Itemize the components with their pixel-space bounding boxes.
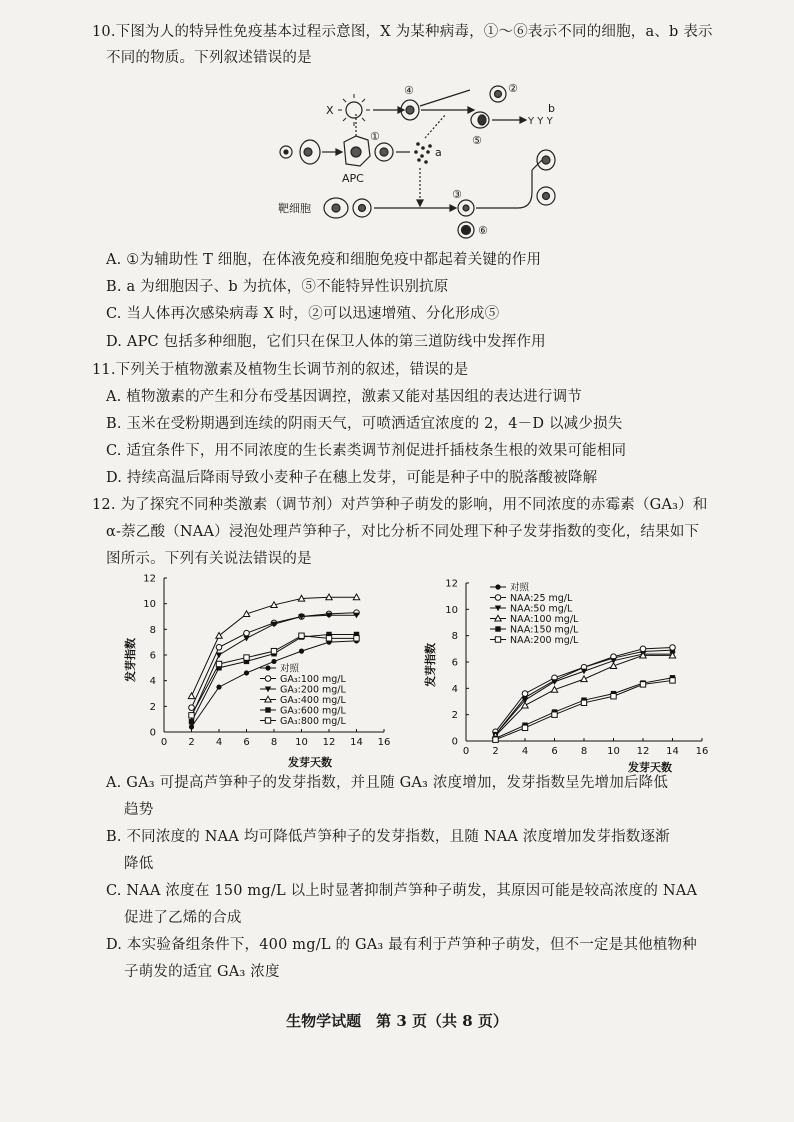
data-point — [522, 725, 527, 730]
q10-option-c: C. 当人体再次感染病毒 X 时，②可以迅速增殖、分化形成⑤ — [106, 306, 500, 322]
x-tick-label: 12 — [636, 746, 650, 757]
q11-stem: 11.下列关于植物激素及植物生长调节剂的叙述，错误的是 — [92, 362, 469, 378]
chart-naa — [420, 575, 720, 775]
legend-label: GA₃:800 mg/L — [280, 716, 346, 727]
label-b: b — [548, 102, 555, 115]
legend-marker — [265, 718, 270, 723]
x-tick-label: 0 — [160, 737, 168, 748]
x-tick-label: 16 — [695, 746, 709, 757]
data-point — [189, 724, 194, 729]
q12-option-c-line-2: 促进了乙烯的合成 — [124, 910, 242, 926]
y-tick-label: 0 — [149, 727, 156, 739]
data-point — [244, 630, 250, 636]
legend-label: NAA:200 mg/L — [510, 635, 579, 646]
y-tick-label: 4 — [451, 683, 458, 695]
x-tick-label: 10 — [295, 737, 308, 748]
x-tick-label: 12 — [322, 737, 336, 748]
label-apc: APC — [342, 172, 364, 185]
q10-option-a: A. ①为辅助性 T 细胞，在体液免疫和细胞免疫中都起着关键的作用 — [106, 252, 542, 268]
legend-marker — [495, 584, 500, 589]
data-point — [189, 705, 195, 711]
data-point — [216, 661, 221, 666]
q12-stem-line-1: 12. 为了探究不同种类激素（调节剂）对芦笋种子萌发的影响，用不同浓度的赤霉素（GA₃）和 — [92, 497, 708, 513]
series-line — [496, 648, 673, 732]
x-tick-label: 0 — [462, 746, 470, 757]
x-tick-label: 6 — [243, 737, 250, 748]
data-point — [189, 713, 194, 718]
legend-marker — [495, 637, 500, 642]
q12-option-b-line-2: 降低 — [124, 856, 154, 872]
label-cell-2: ② — [508, 82, 518, 95]
data-point — [243, 636, 249, 642]
legend-label: NAA:50 mg/L — [510, 603, 573, 615]
legend-label: NAA:150 mg/L — [510, 624, 579, 636]
data-point — [522, 691, 528, 697]
y-tick-label: 12 — [143, 573, 156, 585]
data-point — [611, 694, 616, 699]
y-tick-label: 4 — [149, 676, 156, 688]
data-point — [216, 684, 221, 689]
x-tick-label: 8 — [270, 737, 278, 748]
data-point — [188, 693, 194, 699]
y-axis-label: 发芽指数 — [124, 638, 137, 682]
label-cell-4: ④ — [404, 84, 414, 97]
data-point — [326, 636, 331, 641]
legend-label: 对照 — [280, 663, 300, 675]
label-cell-5: ⑤ — [472, 134, 482, 147]
y-tick-label: 6 — [451, 657, 458, 669]
q10-stem-line-2: 不同的物质。下列叙述错误的是 — [106, 50, 312, 66]
legend-label: NAA:100 mg/L — [510, 614, 579, 625]
x-axis-label: 发芽天数 — [288, 756, 332, 769]
q12-option-d-line-1: D. 本实验备组条件下，400 mg/L 的 GA₃ 最有利于芦笋种子萌发，但不一定是其他植物种 — [106, 937, 697, 953]
x-tick-label: 2 — [492, 746, 499, 757]
y-tick-label: 2 — [149, 701, 156, 713]
q11-option-d: D. 持续高温后降雨导致小麦种子在穗上发芽，可能是种子中的脱落酸被降解 — [106, 470, 598, 486]
legend-marker — [265, 676, 271, 682]
q10-stem-line-1: 10.下图为人的特异性免疫基本过程示意图，X 为某种病毒，①～⑥表示不同的细胞，a、b 表示 — [92, 24, 713, 40]
data-point — [581, 700, 586, 705]
label-cell-3: ③ — [452, 188, 462, 201]
q12-option-d-line-2: 子萌发的适宜 GA₃ 浓度 — [124, 964, 280, 980]
label-target-cell: 靶细胞 — [278, 202, 311, 215]
data-point — [216, 652, 222, 658]
legend-marker — [495, 626, 500, 631]
data-point — [189, 719, 194, 724]
legend-label: GA₃:200 mg/L — [280, 684, 346, 696]
legend-label: 对照 — [510, 582, 530, 594]
data-point — [216, 645, 222, 651]
x-tick-label: 4 — [521, 746, 529, 757]
q12-option-a-line-1: A. GA₃ 可提高芦笋种子的发芽指数，并且随 GA₃ 浓度增加，发芽指数呈先增加后降低 — [106, 775, 669, 791]
legend-label: GA₃:600 mg/L — [280, 705, 346, 717]
y-tick-label: 10 — [445, 604, 458, 616]
x-tick-label: 2 — [188, 737, 195, 748]
data-point — [670, 645, 676, 651]
label-a: a — [435, 146, 442, 159]
legend-marker — [495, 595, 501, 601]
data-point — [271, 659, 276, 664]
data-point — [271, 648, 276, 653]
q12-stem-line-3: 图所示。下列有关说法错误的是 — [106, 551, 312, 567]
y-tick-label: 10 — [143, 599, 156, 611]
q11-option-a: A. 植物激素的产生和分布受基因调控，激素又能对基因组的表达进行调节 — [106, 389, 582, 405]
legend-marker — [265, 665, 270, 670]
q12-option-a-line-2: 趋势 — [124, 802, 154, 818]
data-point — [640, 646, 646, 652]
legend-label: GA₃:100 mg/L — [280, 674, 346, 685]
data-point — [299, 649, 304, 654]
q12-option-c-line-1: C. NAA 浓度在 150 mg/L 以上时显著抑制芦笋种子萌发，其原因可能是较高浓度的 NAA — [106, 883, 698, 899]
x-tick-label: 16 — [377, 737, 391, 748]
data-point — [244, 655, 249, 660]
x-tick-label: 6 — [551, 746, 558, 757]
legend-marker — [265, 707, 270, 712]
y-axis-label: 发芽指数 — [424, 643, 437, 687]
page-footer: 生物学试题 第 3 页（共 8 页） — [286, 1012, 508, 1030]
y-tick-label: 0 — [451, 736, 458, 748]
y-tick-label: 12 — [445, 578, 458, 590]
x-tick-label: 10 — [607, 746, 620, 757]
data-point — [493, 737, 498, 742]
cytokine-a-dots — [414, 142, 432, 164]
legend-label: GA₃:400 mg/L — [280, 695, 346, 706]
q12-stem-line-2: α-萘乙酸（NAA）浸泡处理芦笋种子，对比分析不同处理下种子发芽指数的变化，结果如下 — [106, 524, 700, 540]
data-point — [581, 676, 587, 682]
svg-text:Y Y Y: Y Y Y — [528, 116, 553, 127]
x-tick-label: 8 — [580, 746, 588, 757]
data-point — [640, 682, 645, 687]
y-tick-label: 6 — [149, 650, 156, 662]
x-tick-label: 14 — [350, 737, 363, 748]
label-cell-6: ⑥ — [478, 224, 488, 237]
label-cell-1: ① — [370, 130, 380, 143]
q11-option-b: B. 玉米在受粉期遇到连续的阴雨天气，可喷洒适宜浓度的 2，4－D 以减少损失 — [106, 416, 623, 432]
legend-label: NAA:25 mg/L — [510, 593, 573, 604]
data-point — [299, 633, 304, 638]
q12-option-b-line-1: B. 不同浓度的 NAA 均可降低芦笋种子的发芽指数，且随 NAA 浓度增加发芽指数逐渐 — [106, 829, 670, 845]
data-point — [244, 670, 249, 675]
data-point — [354, 636, 359, 641]
virus-x-icon — [346, 102, 362, 118]
x-tick-label: 4 — [215, 737, 223, 748]
q10-option-d: D. APC 包括多种细胞，它们只在保卫人体的第三道防线中发挥作用 — [106, 334, 546, 350]
q11-option-c: C. 适宜条件下，用不同浓度的生长素类调节剂促进扦插枝条生根的效果可能相同 — [106, 443, 627, 459]
x-tick-label: 14 — [666, 746, 679, 757]
y-tick-label: 8 — [451, 631, 458, 643]
x-axis-label: 发芽天数 — [628, 761, 672, 774]
data-point — [670, 678, 675, 683]
y-tick-label: 8 — [149, 624, 156, 636]
label-x: X — [326, 104, 334, 117]
chart-ga3 — [120, 570, 400, 770]
q10-option-b: B. a 为细胞因子、b 为抗体，⑤不能特异性识别抗原 — [106, 279, 449, 295]
immune-process-diagram — [270, 80, 600, 250]
y-tick-label: 2 — [451, 710, 458, 722]
data-point — [552, 712, 557, 717]
